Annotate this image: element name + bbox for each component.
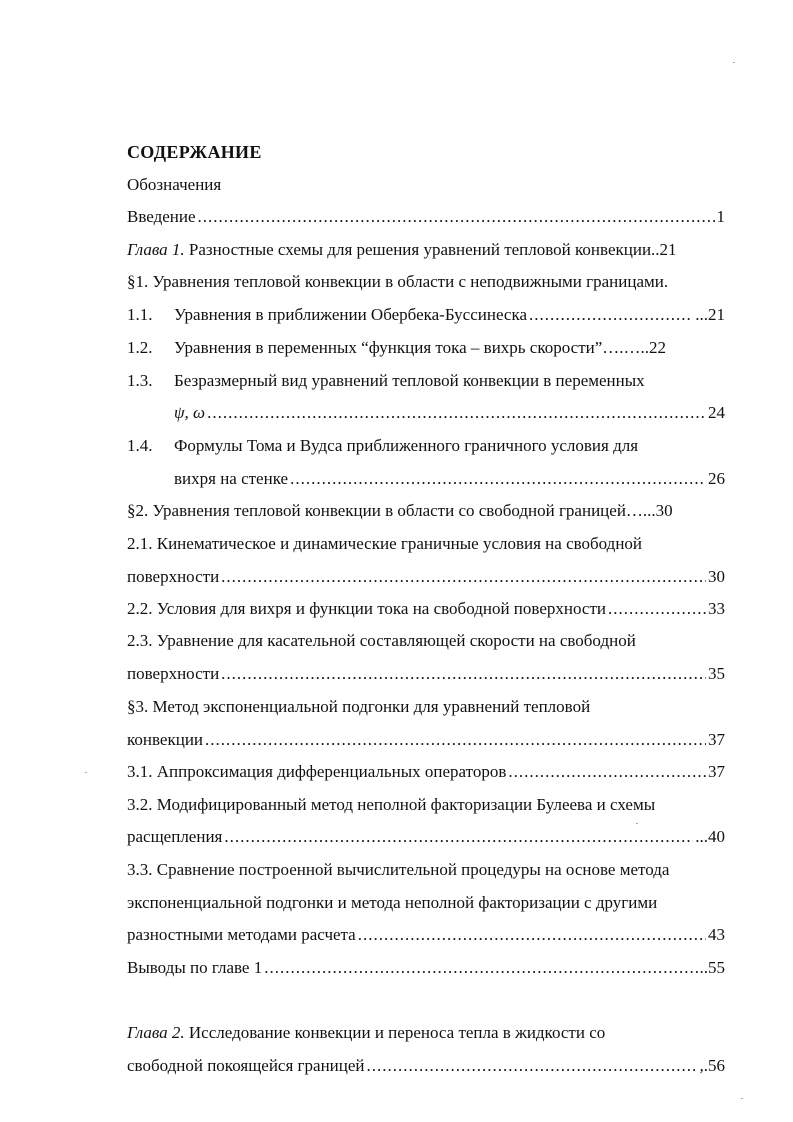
toc-item-2-1-line1: 2.1. Кинематическое и динамические граничные условия на свободной xyxy=(127,534,643,553)
toc-item-3-3-line1: 3.3. Сравнение построенной вычислительной процедуры на основе метода xyxy=(127,860,670,879)
chapter-label: Глава 1. xyxy=(127,240,185,259)
toc-glava-1 xyxy=(127,239,677,261)
toc-item-2-3-line2 xyxy=(127,663,725,685)
toc-label: 2.2. Условия для вихря и функции тока на свободной поверхности xyxy=(127,599,606,618)
toc-page: ,.56 xyxy=(699,1056,725,1075)
leader-dots xyxy=(221,566,706,588)
toc-item-number: 1.1. xyxy=(127,305,153,324)
toc-label: §2. Уравнения тепловой конвекции в области со свободной границей xyxy=(127,501,626,520)
leader-dots xyxy=(367,1055,698,1077)
toc-item-3-2-line2 xyxy=(127,826,725,848)
toc-item-2-2 xyxy=(127,598,725,620)
toc-page: ...40 xyxy=(695,827,725,846)
leader-dots xyxy=(224,826,693,848)
toc-item-number: 1.4. xyxy=(127,436,153,455)
leader-dots xyxy=(529,304,693,326)
toc-label: поверхности xyxy=(127,567,220,586)
toc-oboznacheniya: Обозначения xyxy=(127,175,222,194)
toc-label: 3.1. Аппроксимация дифференциальных операторов xyxy=(127,762,507,781)
toc-page: ….…..22 xyxy=(602,338,667,357)
toc-item-number: 1.3. xyxy=(127,371,153,390)
scan-speck xyxy=(733,62,735,63)
toc-item-1-4-line2 xyxy=(174,468,725,490)
toc-item-1-2 xyxy=(174,337,666,359)
leader-dots xyxy=(608,598,706,620)
chapter-title: Исследование конвекции и переноса тепла в жидкости со xyxy=(184,1023,606,1042)
toc-item-3-1 xyxy=(127,761,725,783)
toc-label: Уравнения в переменных “функция тока – вихрь скорости” xyxy=(174,338,603,357)
toc-page: 1 xyxy=(716,207,725,226)
leader-dots xyxy=(290,468,706,490)
toc-item-2-1-line2 xyxy=(127,566,725,588)
toc-label: ψ, ω xyxy=(174,403,206,422)
toc-label: конвекции xyxy=(127,730,204,749)
toc-vyvody xyxy=(127,957,725,979)
toc-item-1-4-line1: Формулы Тома и Вудса приближенного граничного условия для xyxy=(174,436,639,455)
leader-dots xyxy=(508,761,706,783)
toc-item-1-1 xyxy=(174,304,725,326)
toc-item-3-3-line3 xyxy=(127,924,725,946)
toc-page: 37 xyxy=(708,762,725,781)
toc-label: вихря на стенке xyxy=(174,469,289,488)
scan-speck xyxy=(741,1098,743,1099)
toc-label: Введение xyxy=(127,207,196,226)
toc-page: ..55 xyxy=(699,958,725,977)
scan-speck xyxy=(636,823,638,824)
toc-section-2 xyxy=(127,500,673,522)
toc-page: 37 xyxy=(708,730,725,749)
chapter-title: Разностные схемы для решения уравнений тепловой конвекции..21 xyxy=(184,240,677,259)
toc-item-1-3-line1: Безразмерный вид уравнений тепловой конвекции в переменных xyxy=(174,371,645,390)
toc-page: 24 xyxy=(708,403,725,422)
leader-dots xyxy=(207,402,706,424)
toc-item-number: 1.2. xyxy=(127,338,153,357)
page-title: СОДЕРЖАНИЕ xyxy=(127,142,262,162)
toc-item-1-3-line2 xyxy=(174,402,725,424)
toc-label: свободной покоящейся границей xyxy=(127,1056,365,1075)
toc-label: разностными методами расчета xyxy=(127,925,356,944)
leader-dots xyxy=(264,957,697,979)
toc-item-2-3-line1: 2.3. Уравнение для касательной составляющей скорости на свободной xyxy=(127,631,636,650)
toc-page: 26 xyxy=(708,469,725,488)
toc-page: ...21 xyxy=(695,305,725,324)
toc-label: Выводы по главе 1 xyxy=(127,958,263,977)
leader-dots xyxy=(198,206,715,228)
toc-page: 35 xyxy=(708,664,725,683)
toc-section-3-line1: §3. Метод экспоненциальной подгонки для уравнений тепловой xyxy=(127,697,591,716)
scan-speck xyxy=(85,772,87,773)
toc-vvedenie xyxy=(127,206,725,228)
toc-label: расщепления xyxy=(127,827,223,846)
toc-glava-2-line2 xyxy=(127,1055,725,1077)
toc-section-3-line2 xyxy=(127,729,725,751)
toc-label: поверхности xyxy=(127,664,220,683)
toc-page: …...30 xyxy=(625,501,673,520)
chapter-label: Глава 2. xyxy=(127,1023,185,1042)
toc-label: Уравнения в приближении Обербека-Буссинеска xyxy=(174,305,528,324)
toc-item-3-2-line1: 3.2. Модифицированный метод неполной факторизации Булеева и схемы xyxy=(127,795,656,814)
leader-dots xyxy=(205,729,706,751)
toc-item-3-3-line2: экспоненциальной подгонки и метода неполной факторизации с другими xyxy=(127,893,658,912)
toc-page: 33 xyxy=(708,599,725,618)
toc-section-1: §1. Уравнения тепловой конвекции в области с неподвижными границами. xyxy=(127,272,669,291)
toc-glava-2-line1 xyxy=(127,1022,605,1044)
toc-page: 30 xyxy=(708,567,725,586)
leader-dots xyxy=(358,924,706,946)
leader-dots xyxy=(221,663,706,685)
toc-page: 43 xyxy=(708,925,725,944)
